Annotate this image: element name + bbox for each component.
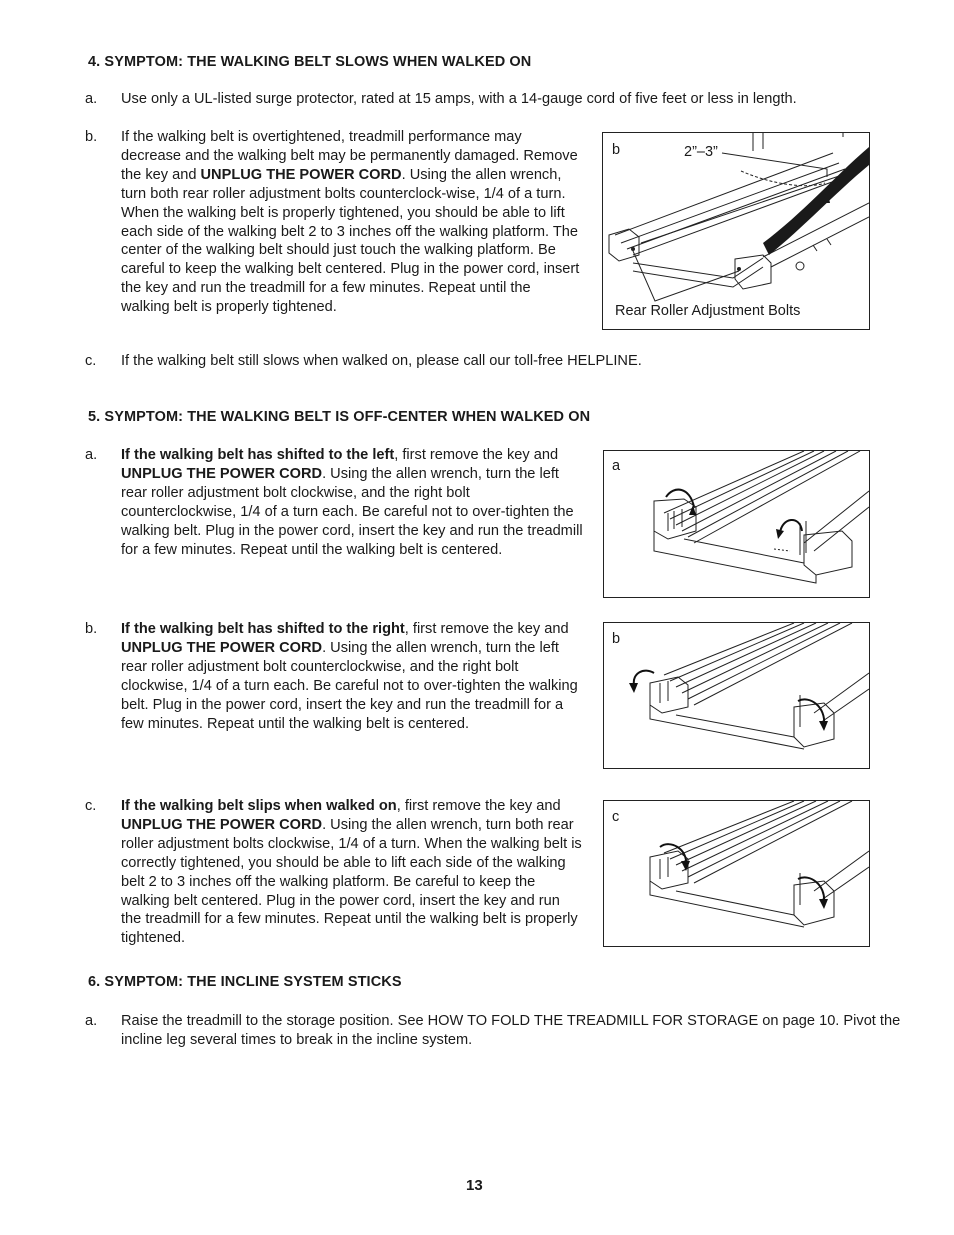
- section-6-heading: 6. SYMPTOM: THE INCLINE SYSTEM STICKS: [88, 974, 402, 990]
- treadmill-rear-left-shift-drawing: [604, 451, 869, 597]
- page-number: 13: [466, 1177, 483, 1194]
- measurement-label: 2”–3”: [684, 144, 718, 160]
- section-4c-paragraph: [85, 352, 901, 371]
- section-5c-paragraph: [85, 797, 583, 948]
- item-label: a.: [85, 447, 98, 463]
- item-text: Raise the treadmill to the storage position. See HOW TO FOLD THE TREADMILL FOR STORAGE on page 10. Pivot the incline leg several times to break in the incline system.: [121, 1013, 901, 1048]
- item-label: a.: [85, 91, 98, 107]
- item-text: If the walking belt still slows when walked on, please call our toll-free HELPLINE.: [121, 353, 642, 369]
- section-6a-paragraph: [85, 1012, 901, 1050]
- figure-letter: b: [612, 631, 621, 647]
- item-text: . Using the allen wrench, turn the left rear roller adjustment bolt counterclockwise, and the right bolt clockwise, 1/4 of a turn each. Be careful not to over-tighten the walking belt. Plug in the power cord, insert the key and run the treadmill for a few minutes. Repeat until the walking belt is centered.: [121, 639, 578, 732]
- section-5b-paragraph: [85, 620, 586, 733]
- item-label: c.: [85, 353, 97, 369]
- section-4b-paragraph: [85, 128, 583, 317]
- item-text: , first remove the key and: [394, 447, 559, 463]
- item-text: , first remove the key and: [404, 621, 569, 637]
- warning-text: UNPLUG THE POWER CORD: [200, 166, 402, 183]
- item-lead: If the walking belt has shifted to the left: [121, 447, 395, 463]
- figure-5c: [603, 800, 870, 947]
- figure-5b: [603, 622, 870, 769]
- item-text: . Using the allen wrench, turn both rear roller adjustment bolts clockwise, 1/4 of a turn. When the walking belt is correctly tightened, you should be able to lift each side of the walking belt 2 to 3 inches off the walking platform. Be careful to keep the walking belt centered. Plug in the power cord, insert the key and run the treadmill for a few minutes. Repeat until the walking belt is properly tightened.: [121, 816, 582, 947]
- item-label: b.: [85, 621, 98, 637]
- warning-text: UNPLUG THE POWER CORD: [121, 816, 323, 833]
- item-label: b.: [85, 129, 98, 145]
- item-text: . Using the allen wrench, turn the left rear roller adjustment bolt clockwise, and the right bolt counterclockwise, 1/4 of a turn each. Be careful not to over-tighten the walking belt. Plug in the power cord, insert the key and run the treadmill for a few minutes. Repeat until the walking belt is centered.: [121, 465, 583, 558]
- figure-letter: c: [612, 809, 620, 825]
- treadmill-rear-tighten-drawing: [604, 801, 869, 946]
- item-label: a.: [85, 1013, 98, 1029]
- item-lead: If the walking belt has shifted to the right: [121, 621, 405, 637]
- item-text: . Using the allen wrench, turn both rear roller adjustment bolts counterclock-wise, 1/4 of a turn. When the walking belt is properly tightened, you should be able to lift each side of the walking belt 2 to 3 inches off the walking platform. The center of the walking belt should just touch the walking platform. Be careful to keep the walking belt centered. Plug in the power cord, insert the key and run the treadmill for a few minutes. Repeat until the walking belt is properly tightened.: [121, 166, 580, 316]
- item-lead: If the walking belt slips when walked on: [121, 798, 397, 814]
- figure-caption: Rear Roller Adjustment Bolts: [615, 303, 801, 319]
- section-4a-paragraph: [85, 90, 901, 109]
- item-label: c.: [85, 798, 97, 814]
- figure-4b: [602, 132, 870, 330]
- treadmill-rear-right-shift-drawing: [604, 623, 869, 768]
- figure-letter: b: [612, 142, 621, 158]
- section-5-heading: 5. SYMPTOM: THE WALKING BELT IS OFF-CENTER WHEN WALKED ON: [88, 409, 591, 425]
- warning-text: UNPLUG THE POWER CORD: [121, 639, 323, 656]
- section-4-heading: 4. SYMPTOM: THE WALKING BELT SLOWS WHEN WALKED ON: [88, 54, 532, 70]
- figure-letter: a: [612, 458, 621, 474]
- figure-5a: [603, 450, 870, 598]
- item-text: , first remove the key and: [396, 798, 561, 814]
- section-5a-paragraph: [85, 446, 583, 559]
- item-text: If the walking belt is overtightened, treadmill performance may decrease and the walking belt may be permanently damaged. Remove the key and: [121, 129, 578, 183]
- item-text: Use only a UL-listed surge protector, rated at 15 amps, with a 14-gauge cord of five feet or less in length.: [121, 91, 797, 107]
- warning-text: UNPLUG THE POWER CORD: [121, 465, 323, 482]
- treadmill-lifted-belt-drawing: [603, 133, 869, 329]
